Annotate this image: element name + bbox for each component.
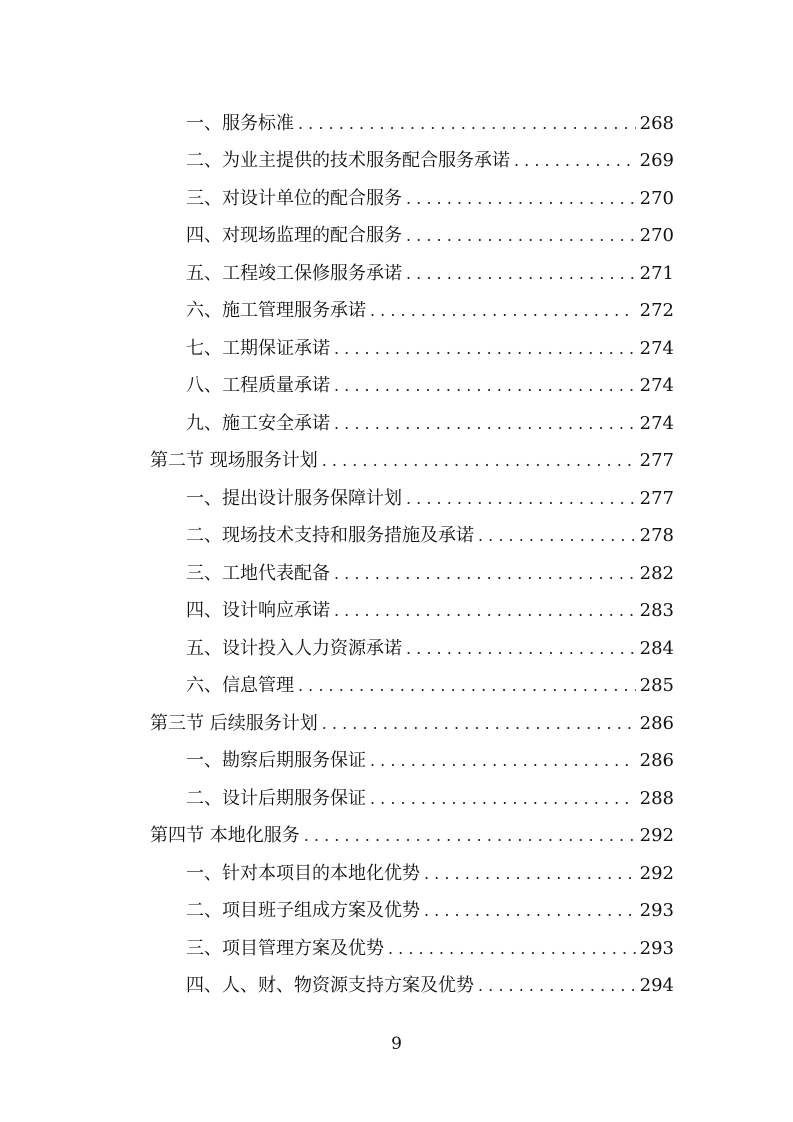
- toc-entry[interactable]: [150, 738, 674, 776]
- toc-entry[interactable]: [150, 288, 674, 326]
- toc-dot-leader: [406, 188, 636, 213]
- toc-dot-leader: [334, 338, 636, 363]
- toc-entry[interactable]: [150, 663, 674, 701]
- toc-entry-title: 八、工程质量承诺: [186, 375, 330, 396]
- toc-dot-leader: [334, 413, 636, 438]
- toc-dot-leader: [388, 938, 636, 963]
- toc-dot-leader: [478, 525, 636, 550]
- toc-entry-title: 九、施工安全承诺: [186, 412, 330, 434]
- toc-dot-leader: [424, 900, 636, 925]
- toc-entry[interactable]: [150, 250, 674, 288]
- toc-entry[interactable]: [150, 513, 674, 551]
- toc-entry-page: 274: [639, 412, 674, 434]
- toc-entry-page: 293: [639, 937, 674, 959]
- toc-entry[interactable]: [150, 850, 674, 888]
- toc-entry-title: 三、项目管理方案及优势: [186, 937, 384, 959]
- toc-entry-title: 四、设计响应承诺: [186, 600, 330, 621]
- toc-dot-leader: [478, 975, 636, 1000]
- toc-entry-page: 272: [639, 300, 674, 321]
- toc-entry-title: 三、对设计单位的配合服务: [186, 187, 402, 209]
- toc-dot-leader: [406, 263, 636, 288]
- toc-entry-page: 283: [639, 600, 674, 621]
- toc-dot-leader: [334, 563, 636, 588]
- toc-dot-leader: [298, 675, 636, 700]
- toc-dot-leader: [406, 638, 636, 663]
- toc-entry[interactable]: [150, 175, 674, 213]
- toc-dot-leader: [424, 863, 636, 888]
- toc-dot-leader: [322, 713, 636, 738]
- toc-entry-page: 293: [639, 900, 674, 921]
- toc-entry-page: 292: [639, 862, 674, 884]
- toc-section-page: 286: [639, 712, 674, 734]
- toc-dot-leader: [298, 113, 636, 138]
- toc-entry-title: 五、设计投入人力资源承诺: [186, 637, 402, 659]
- toc-entry-page: 294: [639, 975, 674, 996]
- toc-entry-title: 六、信息管理: [186, 675, 294, 696]
- toc-entry-page: 284: [639, 637, 674, 659]
- toc-entry-page: 271: [639, 262, 674, 284]
- toc-section-page: 292: [639, 825, 674, 846]
- toc-section-title: 第四节 本地化服务: [150, 825, 300, 846]
- page-number: 9: [391, 1034, 402, 1054]
- toc-entry-page: 268: [639, 112, 674, 134]
- toc-section[interactable]: [150, 700, 674, 738]
- toc-entry-title: 一、勘察后期服务保证: [186, 750, 366, 771]
- toc-entry-page: 277: [639, 487, 674, 509]
- toc-entry[interactable]: [150, 775, 674, 813]
- toc-entry-title: 七、工期保证承诺: [186, 337, 330, 359]
- toc-entry-title: 四、人、财、物资源支持方案及优势: [186, 975, 474, 996]
- toc-entry[interactable]: [150, 213, 674, 251]
- toc-entry[interactable]: [150, 363, 674, 401]
- toc-entry[interactable]: [150, 550, 674, 588]
- toc-entry[interactable]: [150, 588, 674, 626]
- toc-entry-title: 一、服务标准: [186, 112, 294, 134]
- toc-dot-leader: [304, 825, 636, 850]
- toc-entry-page: 270: [639, 187, 674, 209]
- toc-entry-title: 二、设计后期服务保证: [186, 787, 366, 809]
- table-of-contents: [150, 100, 674, 1000]
- toc-section-title: 第三节 后续服务计划: [150, 712, 318, 734]
- toc-entry[interactable]: [150, 100, 674, 138]
- toc-entry-page: 274: [639, 337, 674, 359]
- toc-entry-title: 三、工地代表配备: [186, 562, 330, 584]
- toc-entry[interactable]: [150, 888, 674, 926]
- toc-section[interactable]: [150, 813, 674, 851]
- toc-entry[interactable]: [150, 963, 674, 1001]
- toc-entry[interactable]: [150, 625, 674, 663]
- toc-entry-title: 二、为业主提供的技术服务配合服务承诺: [186, 150, 510, 171]
- toc-entry-page: 270: [639, 225, 674, 246]
- toc-entry-page: 285: [639, 675, 674, 696]
- toc-entry-title: 一、针对本项目的本地化优势: [186, 862, 420, 884]
- toc-dot-leader: [334, 375, 636, 400]
- toc-entry-title: 一、提出设计服务保障计划: [186, 487, 402, 509]
- toc-section-page: 277: [639, 450, 674, 471]
- toc-entry-page: 286: [639, 750, 674, 771]
- toc-dot-leader: [322, 450, 636, 475]
- toc-dot-leader: [370, 750, 636, 775]
- toc-entry-title: 二、现场技术支持和服务措施及承诺: [186, 525, 474, 546]
- toc-dot-leader: [370, 300, 636, 325]
- toc-section[interactable]: [150, 438, 674, 476]
- toc-dot-leader: [406, 488, 636, 513]
- toc-entry-title: 五、工程竣工保修服务承诺: [186, 262, 402, 284]
- toc-entry[interactable]: [150, 325, 674, 363]
- toc-entry[interactable]: [150, 400, 674, 438]
- toc-dot-leader: [334, 600, 636, 625]
- toc-entry-page: 274: [639, 375, 674, 396]
- toc-entry-title: 四、对现场监理的配合服务: [186, 225, 402, 246]
- toc-section-title: 第二节 现场服务计划: [150, 450, 318, 471]
- toc-entry[interactable]: [150, 475, 674, 513]
- toc-dot-leader: [406, 225, 636, 250]
- toc-entry-page: 282: [639, 562, 674, 584]
- toc-entry[interactable]: [150, 925, 674, 963]
- toc-entry[interactable]: [150, 138, 674, 176]
- toc-dot-leader: [514, 150, 636, 175]
- toc-entry-page: 278: [639, 525, 674, 546]
- toc-entry-page: 288: [639, 787, 674, 809]
- toc-entry-page: 269: [639, 150, 674, 171]
- toc-dot-leader: [370, 788, 636, 813]
- toc-entry-title: 六、施工管理服务承诺: [186, 300, 366, 321]
- toc-entry-title: 二、项目班子组成方案及优势: [186, 900, 420, 921]
